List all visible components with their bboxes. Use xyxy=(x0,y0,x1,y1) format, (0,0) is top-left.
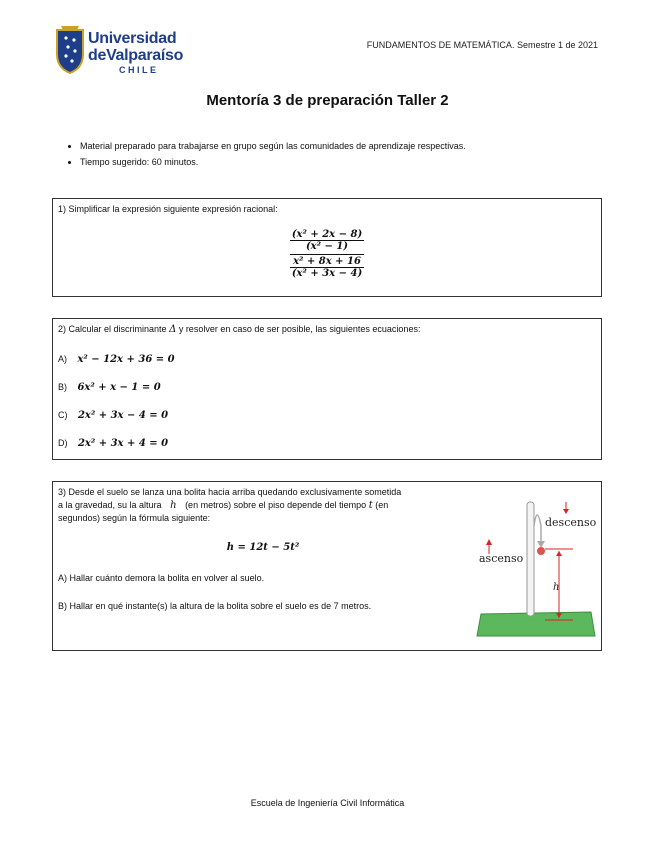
q3-line-2b: (en metros) sobre el piso depende del tiempo xyxy=(185,500,367,510)
trajectory-curve xyxy=(534,515,541,541)
q3-line-2c: (en xyxy=(375,500,389,510)
q3-part-a: A) Hallar cuánto demora la bolita en volver al suelo. xyxy=(58,573,265,583)
q2-item-label: B) xyxy=(58,382,67,392)
q3-formula: h = 12t − 5t² xyxy=(226,542,300,553)
bullet-list xyxy=(60,138,466,170)
question-2-box xyxy=(52,318,602,460)
course-header: FUNDAMENTOS DE MATEMÁTICA. Semestre 1 de 2021 xyxy=(366,40,598,50)
q1-bottom-numerator: x² + 8x + 16 xyxy=(290,256,364,268)
q2-item xyxy=(58,405,168,423)
descent-arrow-icon xyxy=(563,509,569,514)
q2-prompt-start: 2) Calcular el discriminante xyxy=(58,324,167,334)
q2-item-label: A) xyxy=(58,354,67,364)
q2-item-equation: 6x² + x − 1 = 0 xyxy=(77,382,161,393)
descent-arrowhead xyxy=(537,541,545,548)
q3-line-1: 3) Desde el suelo se lanza una bolita hacia arriba quedando exclusivamente sometida xyxy=(58,487,402,497)
height-label: h xyxy=(553,582,560,593)
question-1-box xyxy=(52,198,602,297)
q1-bottom-denominator: (x² + 3x − 4) xyxy=(291,268,363,279)
university-shield-icon xyxy=(55,24,85,74)
ball-icon xyxy=(537,547,545,555)
projectile-figure xyxy=(473,496,599,646)
q2-item-label: C) xyxy=(58,410,68,420)
question-1-prompt: 1) Simplificar la expresión siguiente expresión racional: xyxy=(58,204,278,214)
page-title: Mentoría 3 de preparación Taller 2 xyxy=(206,92,449,109)
q3-line-2a: a la gravedad, su la altura xyxy=(58,500,162,510)
q3-line-3: segundos) según la fórmula siguiente: xyxy=(58,513,211,523)
q1-expression xyxy=(53,229,601,279)
q2-item xyxy=(58,377,161,395)
page-footer: Escuela de Ingeniería Civil Informática xyxy=(250,798,405,808)
bullet-item: • Tiempo sugerido: 60 minutos. xyxy=(80,154,466,170)
delta-symbol: Δ xyxy=(169,324,177,335)
q1-top-numerator: (x² + 2x − 8) xyxy=(291,229,363,240)
q2-item xyxy=(58,433,168,451)
question-2-prompt xyxy=(58,323,420,336)
q3-part-b: B) Hallar en qué instante(s) la altura de la bolita sobre el suelo es de 7 metros. xyxy=(58,601,372,611)
ascenso-label: ascenso xyxy=(479,552,524,565)
var-h: h xyxy=(170,500,177,511)
q2-item-equation: x² − 12x + 36 = 0 xyxy=(77,354,175,365)
q3-line-2 xyxy=(58,499,466,512)
logo-line-3: CHILE xyxy=(119,65,159,75)
question-3-prompt xyxy=(58,486,466,525)
bullet-item: • Material preparado para trabajarse en grupo según las comunidades de aprendizaje respectivas. xyxy=(80,138,466,154)
ground-surface xyxy=(477,612,595,636)
var-t: t xyxy=(368,500,373,511)
ascent-arrow-icon xyxy=(486,539,492,545)
question-3-box xyxy=(52,481,602,651)
q2-prompt-end: y resolver en caso de ser posible, las siguientes ecuaciones: xyxy=(178,324,421,334)
q2-item-label: D) xyxy=(58,438,68,448)
launch-tube xyxy=(527,502,534,616)
q2-item xyxy=(58,349,175,367)
q2-item-equation: 2x² + 3x − 4 = 0 xyxy=(77,410,169,421)
q2-item-equation: 2x² + 3x + 4 = 0 xyxy=(77,438,169,449)
descenso-label: descenso xyxy=(545,516,597,529)
logo-line-2: deValparaíso xyxy=(88,47,184,64)
logo-line-1: Universidad xyxy=(88,30,177,47)
q1-top-denominator: (x² − 1) xyxy=(305,241,349,252)
